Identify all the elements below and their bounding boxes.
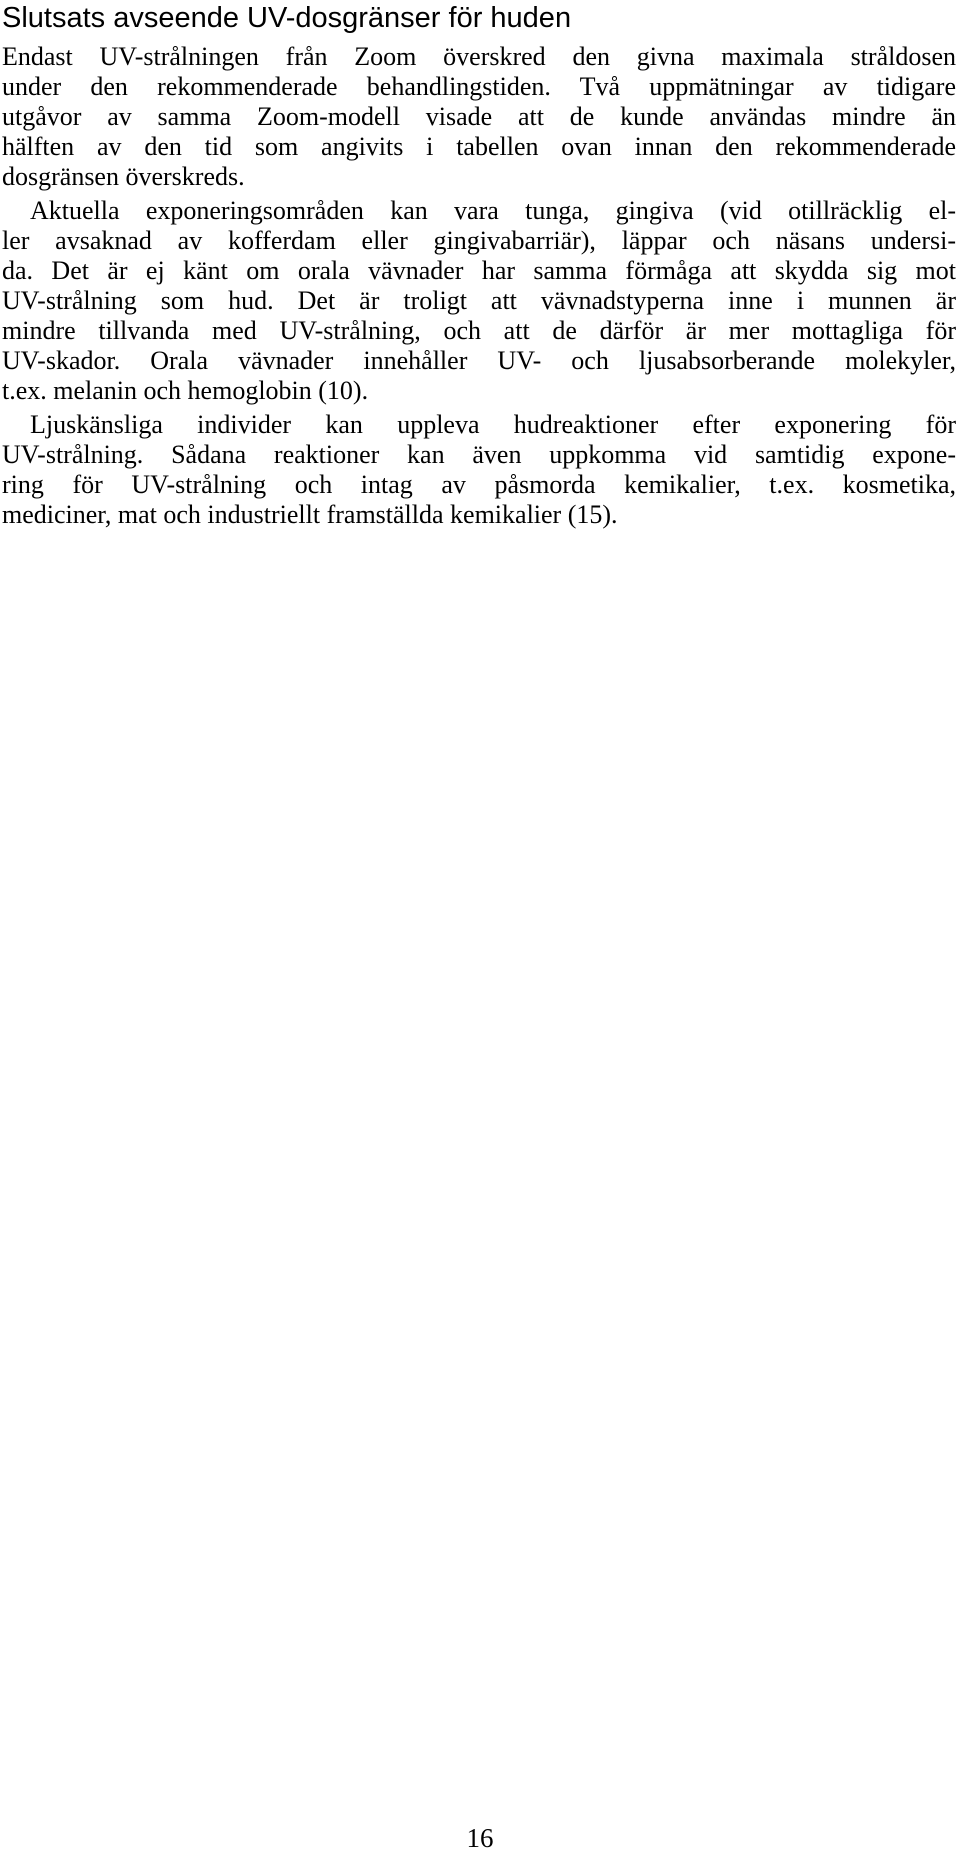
paragraph-line: mindre tillvanda med UV-strålning, och att de därför är mer mottagliga för [2, 316, 956, 345]
paragraph-line: Ljuskänsliga individer kan uppleva hudreaktioner efter exponering för [30, 410, 956, 439]
paragraph-line: da. Det är ej känt om orala vävnader har samma förmåga att skydda sig mot [2, 256, 956, 285]
paragraph-line: Aktuella exponeringsområden kan vara tunga, gingiva (vid otillräcklig el- [30, 196, 956, 225]
paragraph-line: mediciner, mat och industriellt framställda kemikalier (15). [2, 500, 618, 529]
paragraph-line: UV-strålning. Sådana reaktioner kan även uppkomma vid samtidig expone- [2, 440, 956, 469]
paragraph-line: UV-strålning som hud. Det är troligt att vävnadstyperna inne i munnen är [2, 286, 956, 315]
paragraph-line: utgåvor av samma Zoom-modell visade att de kunde användas mindre än [2, 102, 956, 131]
paragraph-line: ring för UV-strålning och intag av påsmorda kemikalier, t.ex. kosmetika, [2, 470, 956, 499]
paragraph-line: ler avsaknad av kofferdam eller gingivabarriär), läppar och näsans undersi- [2, 226, 956, 255]
paragraph-line: Endast UV-strålningen från Zoom överskred den givna maximala stråldosen [2, 42, 956, 71]
paragraph-line: t.ex. melanin och hemoglobin (10). [2, 376, 369, 405]
paragraph-line: UV-skador. Orala vävnader innehåller UV- och ljusabsorberande molekyler, [2, 346, 956, 375]
paragraph-line: dosgränsen överskreds. [2, 162, 245, 191]
page-number: 16 [466, 1823, 494, 1853]
paragraph-line: hälften av den tid som angivits i tabellen ovan innan den rekommenderade [2, 132, 956, 161]
section-heading: Slutsats avseende UV-dosgränser för huden [2, 2, 572, 34]
paragraph-line: under den rekommenderade behandlingstiden. Två uppmätningar av tidigare [2, 72, 956, 101]
